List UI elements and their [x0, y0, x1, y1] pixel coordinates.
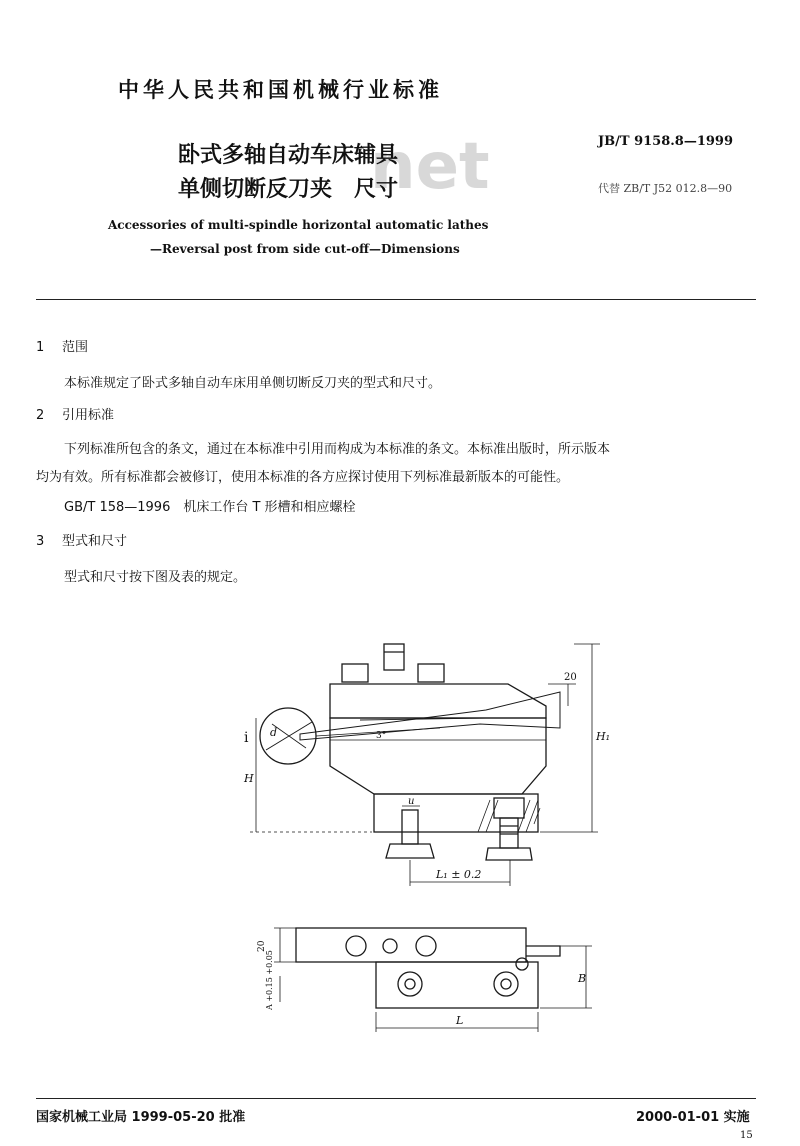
- clamp-block: [330, 684, 546, 718]
- label-u: u: [408, 796, 415, 807]
- detail-circle: [260, 708, 316, 764]
- title-line-2: 单侧切断反刀夹 尺寸: [178, 177, 399, 202]
- slot-bolt-left: [398, 972, 422, 996]
- section-title: 引用标准: [62, 408, 115, 423]
- t-bolt-left-shank: [402, 810, 418, 844]
- section-number: 1: [36, 340, 45, 355]
- label-d: d: [270, 726, 278, 739]
- label-H1: H₁: [596, 730, 611, 743]
- hole-2: [383, 939, 397, 953]
- label-L1: L₁ ± 0.2: [436, 868, 482, 881]
- approval-line: 国家机械工业局 1999-05-20 批准: [36, 1110, 246, 1125]
- section-hatching: [478, 800, 540, 832]
- section-1-heading: [36, 336, 88, 355]
- label-fit: A +0.15 +0.05: [265, 950, 274, 1010]
- t-bolt-right-shank: [500, 818, 518, 848]
- header-divider: [36, 299, 756, 300]
- section-title: 型式和尺寸: [62, 534, 128, 549]
- replaces-standard: 代替 ZB/T J52 012.8—90: [598, 182, 733, 195]
- organization-header: 中华人民共和国机械行业标准: [118, 78, 443, 102]
- english-title-line-1: Accessories of multi-spindle horizontal automatic lathes: [108, 218, 489, 232]
- section-3-paragraph: 型式和尺寸按下图及表的规定。: [64, 570, 247, 585]
- main-body: [330, 718, 546, 794]
- nut-left: [342, 664, 368, 682]
- title-line-1: 卧式多轴自动车床辅具: [178, 143, 399, 168]
- cutter-blade: [300, 692, 560, 740]
- label-B: B: [578, 972, 587, 985]
- nut-right: [418, 664, 444, 682]
- label-H: H: [244, 772, 254, 785]
- technical-drawing: [0, 600, 800, 1060]
- standard-number: JB/T 9158.8—1999: [598, 134, 734, 149]
- section-number: 2: [36, 408, 45, 423]
- english-title-line-2: —Reversal post from side cut-off—Dimensions: [150, 242, 460, 256]
- watermark-text: net: [370, 130, 490, 204]
- section-number: 3: [36, 534, 45, 549]
- slot-bolt-right: [494, 972, 518, 996]
- t-bolt-right-head: [486, 848, 532, 860]
- hole-3: [416, 936, 436, 956]
- label-20-side: 20: [257, 940, 267, 952]
- label-L: L: [456, 1014, 464, 1027]
- front-view: [250, 644, 600, 886]
- top-view-upper-body: [296, 928, 526, 962]
- top-view: [274, 928, 592, 1032]
- top-view-base: [376, 962, 538, 1008]
- t-bolt-left-head: [386, 844, 434, 858]
- socket-head: [494, 798, 524, 818]
- section-title: 范围: [62, 340, 89, 355]
- top-bolt: [384, 644, 404, 670]
- hole-1: [346, 936, 366, 956]
- section-3-heading: [36, 530, 127, 549]
- label-angle: 3°: [376, 731, 387, 741]
- section-1-paragraph: 本标准规定了卧式多轴自动车床用单侧切断反刀夹的型式和尺寸。: [64, 376, 442, 391]
- page-number: 15: [740, 1130, 753, 1141]
- blade-tip: [526, 946, 560, 956]
- effective-date: 2000-01-01 实施: [636, 1110, 750, 1125]
- label-20-top: 20: [564, 672, 577, 683]
- section-2-heading: [36, 404, 114, 423]
- section-2-paragraph-2: 均为有效。所有标准都会被修订，使用本标准的各方应探讨使用下列标准最新版本的可能性。: [36, 470, 570, 485]
- referenced-standard: GB/T 158—1996 机床工作台 T 形槽和相应螺栓: [64, 500, 356, 515]
- small-screw: [516, 958, 528, 970]
- section-2-paragraph-1: 下列标准所包含的条文，通过在本标准中引用而构成为本标准的条文。本标准出版时，所示版本: [64, 442, 611, 457]
- footer-divider: [36, 1098, 756, 1099]
- label-i: i: [244, 730, 249, 746]
